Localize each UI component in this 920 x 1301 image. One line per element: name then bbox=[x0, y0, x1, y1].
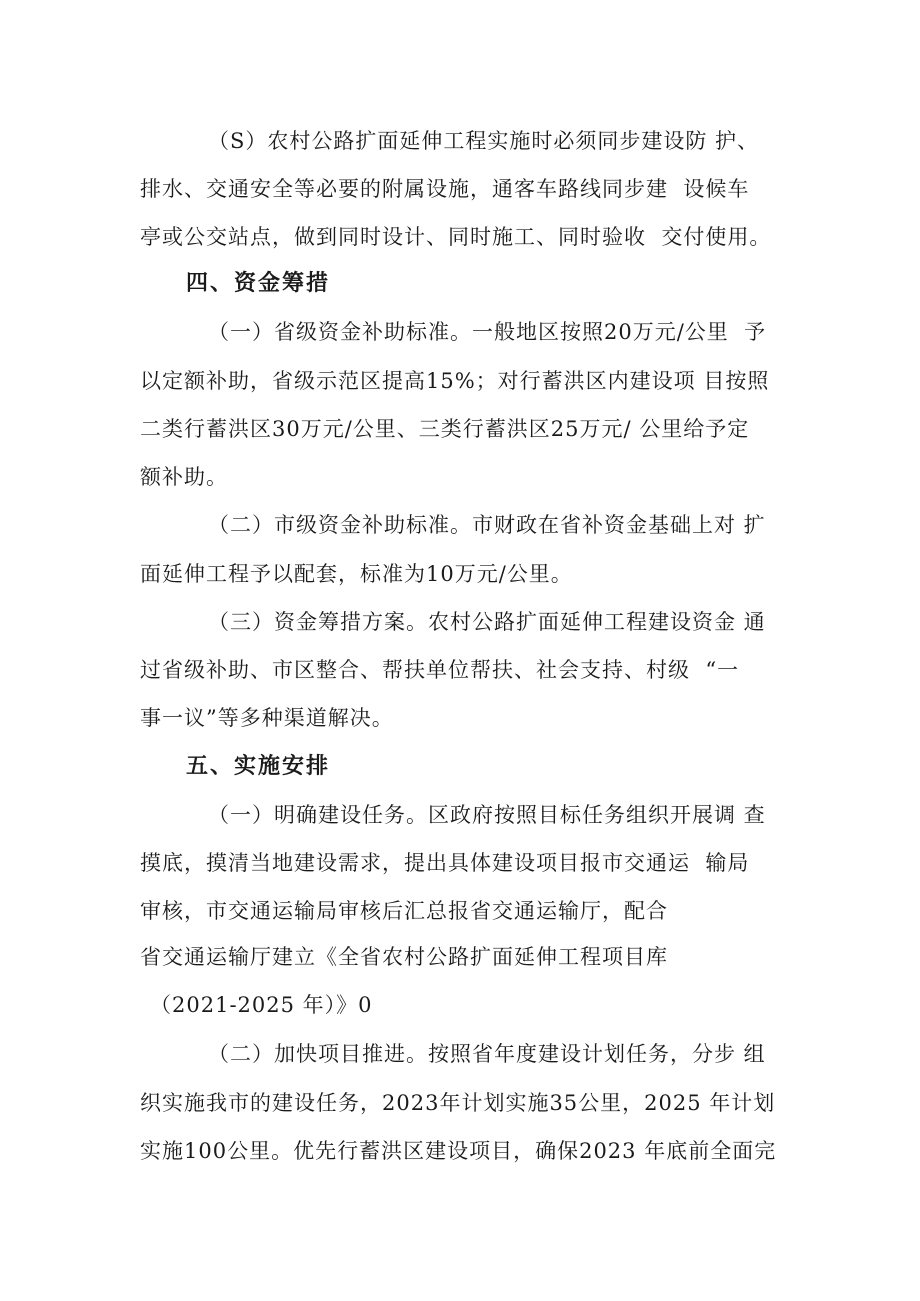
paragraph-line: 面延伸工程予以配套，标准为10万元/公里。 bbox=[140, 562, 573, 586]
paragraph-line: 审核，市交通运输局审核后汇总报省交通运输厅，配合 bbox=[140, 899, 668, 923]
paragraph-line: 事一议”等多种渠道解决。 bbox=[140, 706, 394, 730]
paragraph-line: （二）市级资金补助标准。市财政在省补资金基础上对 扩 bbox=[208, 513, 766, 537]
paragraph-line: （S）农村公路扩面延伸工程实施时必须同步建设防 护、 bbox=[208, 129, 760, 153]
paragraph-line: 织实施我市的建设任务，2023年计划实施35公里，2025 年计划 bbox=[140, 1091, 776, 1115]
paragraph-line: 省交通运输厅建立《全省农村公路扩面延伸工程项目库 bbox=[140, 945, 668, 969]
paragraph-line: 实施100公里。优先行蓄洪区建设项目，确保2023 年底前全面完 bbox=[140, 1139, 777, 1163]
section-heading-implementation: 五、实施安排 bbox=[186, 754, 331, 779]
paragraph-line: （2021-2025 年）》0 bbox=[150, 993, 373, 1017]
paragraph-line: （二）加快项目推进。按照省年度建设计划任务，分步 组 bbox=[208, 1042, 766, 1066]
paragraph-line: 过省级补助、市区整合、帮扶单位帮扶、社会支持、村级 “一 bbox=[140, 658, 740, 682]
paragraph-line: （三）资金筹措方案。农村公路扩面延伸工程建设资金 通 bbox=[208, 610, 766, 634]
paragraph-line: 亭或公交站点，做到同时设计、同时施工、同时验收 交付使用。 bbox=[140, 225, 772, 249]
paragraph-line: 额补助。 bbox=[140, 465, 228, 489]
paragraph-line: 排水、交通安全等必要的附属设施，通客车路线同步建 设候车 bbox=[140, 177, 750, 201]
paragraph-line: （一）明确建设任务。区政府按照目标任务组织开展调 查 bbox=[208, 803, 766, 827]
section-heading-funding: 四、资金筹措 bbox=[186, 271, 331, 296]
paragraph-line: （一）省级资金补助标准。一般地区按照20万元/公里 予 bbox=[208, 320, 767, 344]
paragraph-line: 摸底，摸清当地建设需求，提出具体建设项目报市交通运 输局 bbox=[140, 851, 750, 875]
paragraph-line: 二类行蓄洪区30万元/公里、三类行蓄洪区25万元/ 公里给予定 bbox=[140, 417, 750, 441]
paragraph-line: 以定额补助，省级示范区提高15%；对行蓄洪区内建设项 目按照 bbox=[140, 369, 770, 393]
